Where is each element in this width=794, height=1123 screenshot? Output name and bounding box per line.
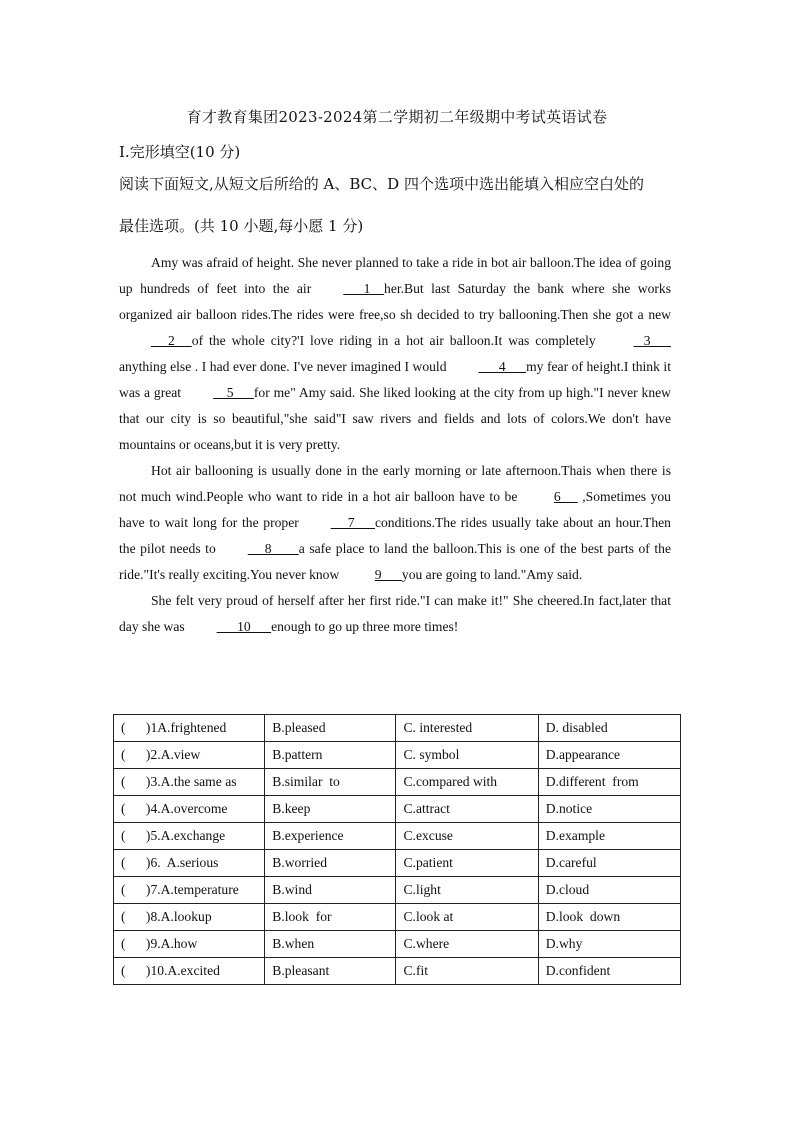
option-b: B.similar to xyxy=(265,769,396,796)
cloze-passage xyxy=(119,250,671,640)
option-b: B.look for xyxy=(265,904,396,931)
answer-blank: 5 xyxy=(213,385,254,400)
option-b: B.pleased xyxy=(265,715,396,742)
section-heading: I.完形填空(10 分) xyxy=(119,143,241,161)
passage-text: Hot air ballooning is usually done in the early morning or late afternoon.Thais when there is not much wind.People who want to ride in a hot air balloon have to be xyxy=(119,463,671,504)
answer-blank: 3 xyxy=(633,333,671,348)
options-table xyxy=(113,714,681,985)
passage-paragraph xyxy=(119,458,671,588)
option-row xyxy=(114,931,681,958)
option-d: D.notice xyxy=(538,796,680,823)
option-c: C. symbol xyxy=(396,742,538,769)
passage-text: conditions.The rides usually take about an hour.Then the pilot needs to xyxy=(119,515,671,556)
answer-blank: 2 xyxy=(151,333,192,348)
question-option-a: ( )1A.frightened xyxy=(114,715,265,742)
option-d: D.careful xyxy=(538,850,680,877)
passage-text: her.But last Saturday the bank where she works organized air balloon rides.The rides were free,so sh decided to try ballooning.Then she got a new xyxy=(119,281,671,322)
question-option-a: ( )9.A.how xyxy=(114,931,265,958)
option-b: B.pleasant xyxy=(265,958,396,985)
passage-text: for me" Amy said. She liked looking at the city from up high."I never knew that our city is so beautiful,"she said"I saw rivers and fields and lots of colors.We don't have mountains or oceans,but it is very pretty. xyxy=(119,385,671,452)
option-row xyxy=(114,769,681,796)
option-b: B.pattern xyxy=(265,742,396,769)
option-d: D.confident xyxy=(538,958,680,985)
question-option-a: ( )10.A.excited xyxy=(114,958,265,985)
passage-text: She felt very proud of herself after her first ride."I can make it!" She cheered.In fact,later that day she was xyxy=(119,593,671,634)
option-b: B.keep xyxy=(265,796,396,823)
option-row xyxy=(114,742,681,769)
option-b: B.wind xyxy=(265,877,396,904)
answer-blank: 1 xyxy=(343,281,385,296)
option-row xyxy=(114,796,681,823)
option-c: C.light xyxy=(396,877,538,904)
passage-text: my fear of height.I think it was a great xyxy=(119,359,671,400)
instructions-line-2: 最佳选项。(共 10 小题,每小愿 1 分) xyxy=(119,217,364,235)
question-option-a: ( )3.A.the same as xyxy=(114,769,265,796)
option-c: C.compared with xyxy=(396,769,538,796)
answer-blank: 10 xyxy=(216,619,272,634)
instructions-line-1: 阅读下面短文,从短文后所给的 A、BC、D 四个选项中选出能填入相应空白处的 xyxy=(119,175,644,193)
answer-blank: 9 xyxy=(374,567,402,582)
passage-paragraph xyxy=(119,588,671,640)
passage-text: anything else . I had ever done. I've never imagined I would xyxy=(119,359,447,374)
option-c: C.look at xyxy=(396,904,538,931)
option-d: D.different from xyxy=(538,769,680,796)
passage-text: of the whole city?'I love riding in a hot air balloon.It was completely xyxy=(191,333,602,348)
option-b: B.experience xyxy=(265,823,396,850)
option-d: D.example xyxy=(538,823,680,850)
option-c: C. interested xyxy=(396,715,538,742)
page-title: 育才教育集团2023-2024第二学期初二年级期中考试英语试卷 xyxy=(186,108,608,126)
option-d: D.look down xyxy=(538,904,680,931)
passage-text: enough to go up three more times! xyxy=(271,619,459,634)
option-row xyxy=(114,715,681,742)
option-row xyxy=(114,850,681,877)
option-d: D. disabled xyxy=(538,715,680,742)
option-d: D.why xyxy=(538,931,680,958)
passage-text: a safe place to land the balloon.This is one of the best parts of the ride."It's really exciting.You never know xyxy=(119,541,671,582)
option-b: B.when xyxy=(265,931,396,958)
question-option-a: ( )4.A.overcome xyxy=(114,796,265,823)
option-c: C.excuse xyxy=(396,823,538,850)
question-option-a: ( )6. A.serious xyxy=(114,850,265,877)
option-row xyxy=(114,877,681,904)
option-c: C.where xyxy=(396,931,538,958)
answer-blank: 8 xyxy=(247,541,299,556)
option-row xyxy=(114,823,681,850)
option-c: C.fit xyxy=(396,958,538,985)
question-option-a: ( )2.A.view xyxy=(114,742,265,769)
option-c: C.patient xyxy=(396,850,538,877)
option-b: B.worried xyxy=(265,850,396,877)
option-d: D.cloud xyxy=(538,877,680,904)
question-option-a: ( )8.A.lookup xyxy=(114,904,265,931)
answer-blank: 7 xyxy=(330,515,375,530)
question-option-a: ( )5.A.exchange xyxy=(114,823,265,850)
option-c: C.attract xyxy=(396,796,538,823)
passage-text: ,Sometimes you have to wait long for the proper xyxy=(119,489,671,530)
passage-text: Amy was afraid of height. She never planned to take a ride in bot air balloon.The idea of going up hundreds of feet into the air xyxy=(119,255,671,296)
option-row xyxy=(114,958,681,985)
option-d: D.appearance xyxy=(538,742,680,769)
option-row xyxy=(114,904,681,931)
passage-paragraph xyxy=(119,250,671,458)
answer-blank: 4 xyxy=(478,359,527,374)
passage-text: you are going to land."Amy said. xyxy=(401,567,583,582)
question-option-a: ( )7.A.temperature xyxy=(114,877,265,904)
answer-blank: 6 xyxy=(553,489,578,504)
